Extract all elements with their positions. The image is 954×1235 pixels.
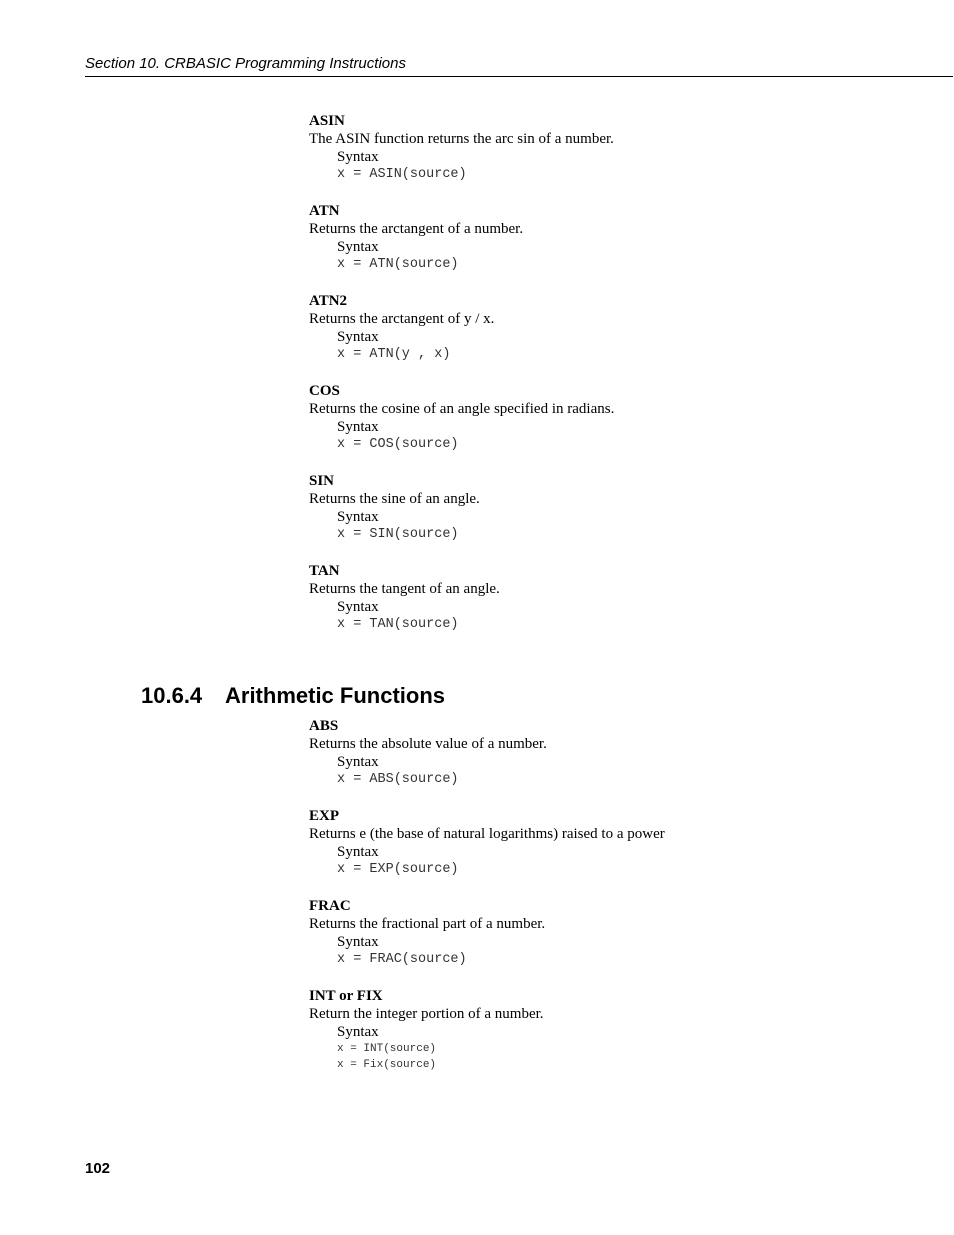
syntax-label: Syntax <box>337 599 379 615</box>
function-entry-abs <box>309 717 869 789</box>
syntax-label: Syntax <box>337 149 379 165</box>
function-description: Returns the cosine of an angle specified in radians. <box>309 401 615 417</box>
function-name: ABS <box>309 718 339 734</box>
function-description: Return the integer portion of a number. <box>309 1006 544 1022</box>
function-description: Returns the sine of an angle. <box>309 491 480 507</box>
section-heading <box>141 682 445 710</box>
function-entry-asin <box>309 112 869 184</box>
function-description: Returns e (the base of natural logarithms) raised to a power <box>309 826 665 842</box>
syntax-code: x = EXP(source) <box>337 862 459 877</box>
function-description: Returns the fractional part of a number. <box>309 916 546 932</box>
syntax-code: x = SIN(source) <box>337 527 459 542</box>
syntax-label: Syntax <box>337 419 379 435</box>
function-name: SIN <box>309 473 335 489</box>
function-name: INT or FIX <box>309 988 383 1004</box>
header-text: Section 10. CRBASIC Programming Instructions <box>85 55 406 72</box>
syntax-code: x = ABS(source) <box>337 772 459 787</box>
running-header <box>85 55 953 77</box>
syntax-code: x = ASIN(source) <box>337 167 467 182</box>
function-name: COS <box>309 383 340 399</box>
function-entry-cos <box>309 382 869 454</box>
function-entry-tan <box>309 562 869 634</box>
syntax-label: Syntax <box>337 844 379 860</box>
syntax-label: Syntax <box>337 509 379 525</box>
function-description: The ASIN function returns the arc sin of a number. <box>309 131 614 147</box>
section-number: 10.6.4 <box>141 683 203 708</box>
syntax-code: x = COS(source) <box>337 437 459 452</box>
syntax-label: Syntax <box>337 934 379 950</box>
function-name: FRAC <box>309 898 351 914</box>
syntax-label: Syntax <box>337 329 379 345</box>
function-description: Returns the absolute value of a number. <box>309 736 547 752</box>
syntax-code: x = ATN(y , x) <box>337 347 451 362</box>
function-entry-sin <box>309 472 869 544</box>
function-entry-atn <box>309 202 869 274</box>
function-name: ATN <box>309 203 340 219</box>
syntax-code: x = TAN(source) <box>337 617 459 632</box>
section-title: Arithmetic Functions <box>225 683 446 708</box>
function-name: EXP <box>309 808 339 824</box>
function-name: ASIN <box>309 113 345 129</box>
function-entry-int-or-fix <box>309 987 869 1073</box>
function-name: ATN2 <box>309 293 348 309</box>
syntax-code: x = FRAC(source) <box>337 952 467 967</box>
function-description: Returns the tangent of an angle. <box>309 581 500 597</box>
syntax-label: Syntax <box>337 754 379 770</box>
syntax-code: x = Fix(source) <box>337 1059 437 1071</box>
function-entry-atn2 <box>309 292 869 364</box>
function-description: Returns the arctangent of a number. <box>309 221 524 237</box>
syntax-code: x = ATN(source) <box>337 257 459 272</box>
function-description: Returns the arctangent of y / x. <box>309 311 495 327</box>
function-entry-frac <box>309 897 869 969</box>
syntax-code: x = INT(source) <box>337 1043 437 1055</box>
syntax-label: Syntax <box>337 1024 379 1040</box>
function-entry-exp <box>309 807 869 879</box>
function-name: TAN <box>309 563 340 579</box>
syntax-label: Syntax <box>337 239 379 255</box>
page-number: 102 <box>85 1160 111 1177</box>
